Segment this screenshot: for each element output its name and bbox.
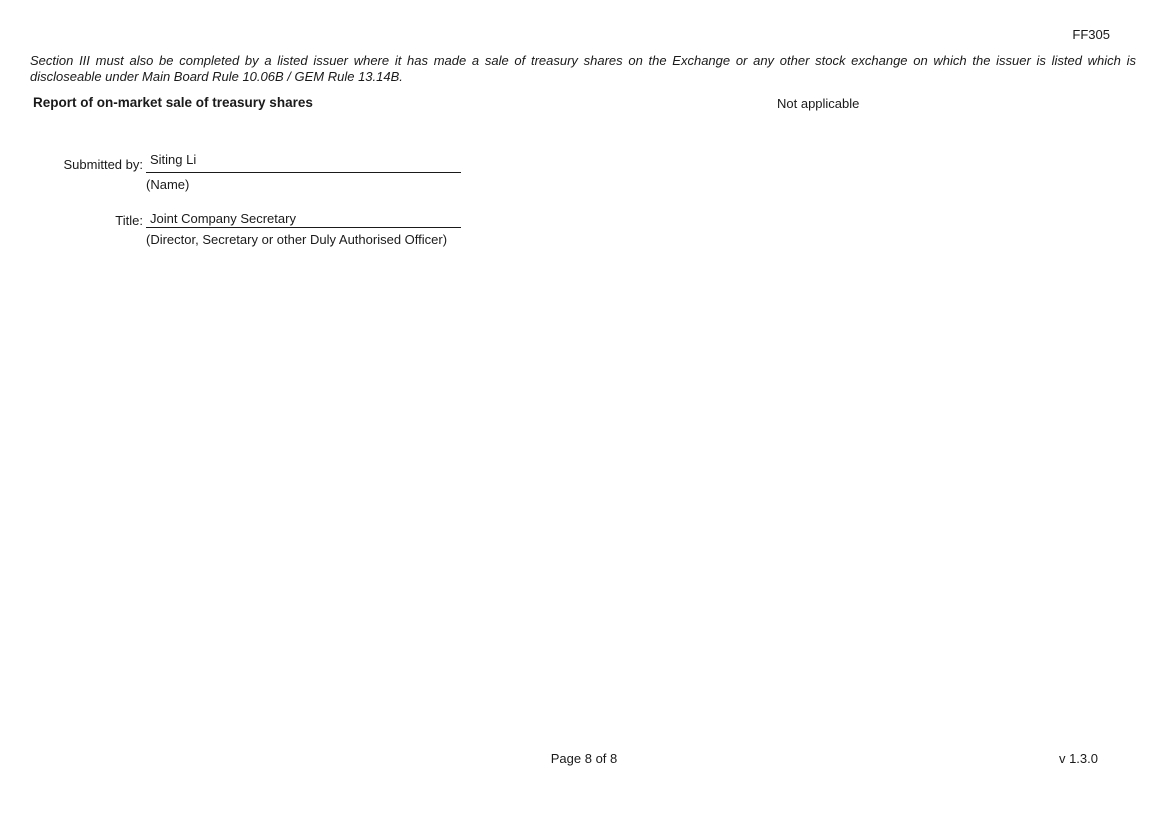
intro-paragraph: Section III must also be completed by a listed issuer where it has made a sale of treasury shares on the Exchange or any other stock exchange on which the issuer is listed which is discloseable under Main Board Rule 10.06B / GEM Rule 13.14B. (30, 53, 1136, 84)
title-label: Title: (115, 213, 143, 228)
title-underline (146, 227, 461, 228)
submitted-by-label: Submitted by: (63, 157, 143, 172)
form-code-label: FF305 (1072, 27, 1110, 42)
not-applicable-status: Not applicable (777, 96, 860, 111)
title-caption: (Director, Secretary or other Duly Authorised Officer) (146, 232, 448, 247)
submitted-by-underline (146, 172, 461, 173)
page-number: Page 8 of 8 (550, 751, 618, 766)
title-value[interactable]: Joint Company Secretary (150, 211, 296, 226)
version-label: v 1.3.0 (1058, 751, 1098, 766)
submitted-by-caption: (Name) (146, 177, 190, 192)
section-heading: Report of on-market sale of treasury shares (33, 95, 313, 110)
submitted-by-value[interactable]: Siting Li (150, 152, 197, 167)
